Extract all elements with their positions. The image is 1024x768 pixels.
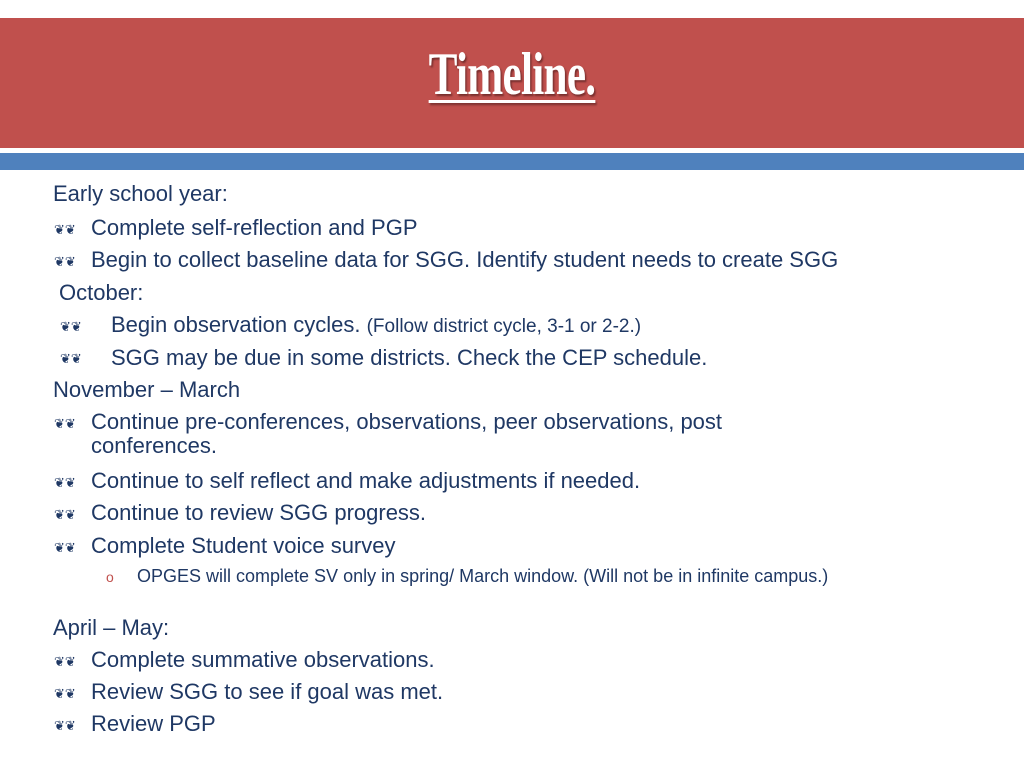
list-item-nov-3: Continue to review SGG progress.	[91, 500, 427, 525]
accent-band	[0, 153, 1024, 170]
list-item-nov-2: Continue to self reflect and make adjustments if needed.	[91, 468, 641, 493]
list-item-october-2: SGG may be due in some districts. Check the CEP schedule.	[111, 345, 708, 370]
ornamental-bullet-icon: ❦❦	[54, 222, 76, 237]
list-item-october-1	[111, 313, 641, 339]
list-item-early-2: Begin to collect baseline data for SGG. Identify student needs to create SGG	[91, 247, 839, 272]
section-heading-nov-march: November – March	[53, 377, 241, 402]
ornamental-bullet-icon: ❦❦	[60, 351, 82, 366]
list-item-april-2: Review SGG to see if goal was met.	[91, 679, 444, 704]
ornamental-bullet-icon: ❦❦	[54, 475, 76, 490]
ornamental-bullet-icon: ❦❦	[54, 686, 76, 701]
slide-title: Timeline.	[428, 41, 596, 107]
ornamental-bullet-icon: ❦❦	[54, 654, 76, 669]
list-item-april-3: Review PGP	[91, 711, 216, 736]
section-heading-october: October:	[59, 280, 144, 305]
list-item-early-1: Complete self-reflection and PGP	[91, 215, 418, 240]
list-item-april-1: Complete summative observations.	[91, 647, 435, 672]
ornamental-bullet-icon: ❦❦	[54, 254, 76, 269]
list-item-nov-1: Continue pre-conferences, observations, peer observations, post conferences.	[91, 409, 723, 458]
list-item-october-1-text: Begin observation cycles.	[111, 312, 361, 337]
hollow-circle-icon: o	[106, 569, 114, 585]
list-item-nov-4: Complete Student voice survey	[91, 533, 396, 558]
list-item-october-1-note: (Follow district cycle, 3-1 or 2-2.)	[366, 316, 642, 337]
ornamental-bullet-icon: ❦❦	[60, 319, 82, 334]
sub-list-item: OPGES will complete SV only in spring/ March window. (Will not be in infinite campus.)	[137, 566, 829, 586]
ornamental-bullet-icon: ❦❦	[54, 540, 76, 555]
section-heading-april-may: April – May:	[53, 615, 170, 640]
section-heading-early: Early school year:	[53, 181, 228, 206]
ornamental-bullet-icon: ❦❦	[54, 416, 76, 431]
ornamental-bullet-icon: ❦❦	[54, 718, 76, 733]
ornamental-bullet-icon: ❦❦	[54, 507, 76, 522]
